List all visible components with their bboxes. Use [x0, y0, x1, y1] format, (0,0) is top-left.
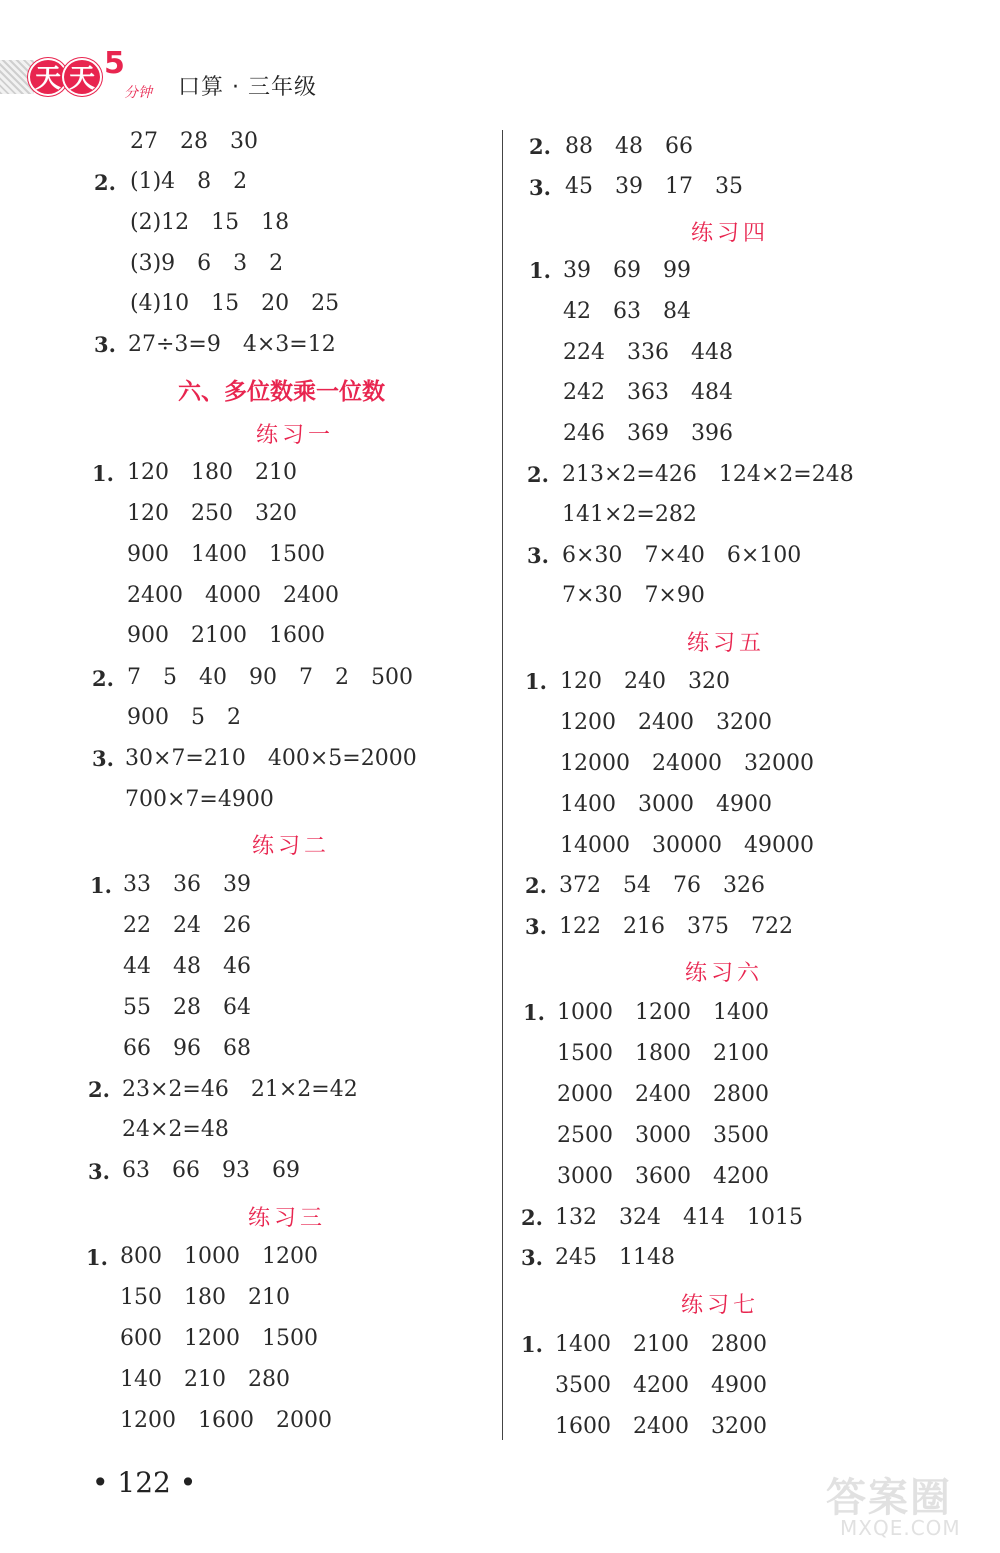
question-number: 1. — [521, 1332, 543, 1357]
answer-value: 7 — [127, 665, 141, 690]
answer-value: 24 — [173, 913, 201, 938]
answer-row — [127, 622, 347, 650]
answer-row — [123, 912, 273, 940]
answer-row — [562, 582, 727, 610]
answer-value: (4)10 — [130, 291, 190, 316]
question-number: 2. — [527, 462, 549, 487]
answer-row — [557, 1040, 791, 1068]
answer-value: 24×2=48 — [122, 1117, 229, 1142]
answer-value: 14000 — [560, 833, 630, 858]
answer-value: 66 — [172, 1158, 200, 1183]
answer-value: 1200 — [184, 1326, 240, 1351]
answer-row — [130, 209, 311, 237]
answer-value: 20 — [261, 291, 290, 316]
answer-row — [120, 1407, 354, 1435]
answer-value: 6×30 — [562, 543, 623, 568]
answer-value: 1600 — [269, 623, 325, 648]
answer-value: 45 — [565, 174, 593, 199]
exercise-heading: 练习三 — [248, 1206, 327, 1231]
answer-value: 23×2=46 — [122, 1077, 229, 1102]
answer-value: 210 — [255, 460, 297, 485]
answer-value: 1200 — [262, 1244, 318, 1269]
answer-row — [125, 745, 439, 773]
answer-value: 320 — [688, 669, 730, 694]
question-number: 3. — [521, 1245, 543, 1270]
answer-row — [565, 173, 765, 201]
answer-row — [557, 1163, 791, 1191]
answer-value: 32000 — [744, 751, 814, 776]
question-number: 1. — [529, 258, 551, 283]
answer-value: 3000 — [635, 1123, 691, 1148]
answer-value: 3600 — [635, 1164, 691, 1189]
answer-value: 1500 — [269, 542, 325, 567]
exercise-heading: 练习七 — [681, 1293, 760, 1318]
answer-value: 84 — [663, 299, 691, 324]
answer-value: 326 — [723, 873, 765, 898]
answer-value: 15 — [211, 210, 240, 235]
answer-value: 224 — [563, 340, 605, 365]
question-number: 1. — [86, 1245, 108, 1270]
answer-row — [559, 872, 787, 900]
answer-value: 400×5=2000 — [267, 746, 417, 771]
exercise-heading: 练习二 — [252, 834, 331, 859]
question-number: 2. — [529, 134, 551, 159]
answer-value: 63 — [613, 299, 641, 324]
answer-row — [122, 1076, 380, 1104]
answer-row — [122, 1157, 322, 1185]
question-number: 2. — [92, 666, 114, 691]
answer-value: 4900 — [716, 792, 772, 817]
answer-row — [555, 1204, 825, 1232]
answer-row — [560, 668, 752, 696]
answer-row — [127, 500, 319, 528]
answer-value: 120 — [127, 460, 169, 485]
answer-row — [557, 999, 791, 1027]
answer-value: 180 — [191, 460, 233, 485]
answer-value: 2 — [233, 169, 248, 194]
answer-value: 242 — [563, 380, 605, 405]
answer-value: 30×7=210 — [125, 746, 246, 771]
answer-value: 25 — [311, 291, 340, 316]
answer-value: 900 — [127, 705, 169, 730]
answer-value: 7×40 — [644, 543, 705, 568]
answer-value: 324 — [619, 1205, 661, 1230]
answer-row — [555, 1372, 789, 1400]
answer-value: 2400 — [633, 1414, 689, 1439]
column-divider — [502, 130, 503, 1440]
answer-value: 35 — [715, 174, 743, 199]
question-number: 1. — [525, 669, 547, 694]
answer-value: 500 — [371, 665, 413, 690]
answer-value: 1000 — [184, 1244, 240, 1269]
answer-value: 2400 — [283, 583, 339, 608]
answer-value: 1400 — [560, 792, 616, 817]
answer-row — [127, 704, 263, 732]
answer-value: 3000 — [557, 1164, 613, 1189]
answer-value: 3500 — [713, 1123, 769, 1148]
answer-value: 1600 — [198, 1408, 254, 1433]
question-number: 3. — [88, 1159, 110, 1184]
answer-value: 69 — [613, 258, 641, 283]
answer-value: 7×90 — [644, 583, 705, 608]
answer-row — [557, 1122, 791, 1150]
answer-value: 22 — [123, 913, 151, 938]
page-number: • 122 • — [92, 1466, 197, 1499]
answer-value: 66 — [123, 1036, 151, 1061]
answer-values — [130, 128, 280, 156]
question-number: 3. — [529, 175, 551, 200]
answer-value: 4×3=12 — [242, 332, 336, 357]
answer-value: 4200 — [633, 1373, 689, 1398]
answer-row — [123, 953, 273, 981]
answer-value: 36 — [173, 872, 201, 897]
answer-value: 3 — [233, 251, 248, 276]
answer-value: 54 — [623, 873, 651, 898]
answer-value: 7×30 — [562, 583, 623, 608]
answer-value: 3200 — [711, 1414, 767, 1439]
answer-value: 1400 — [191, 542, 247, 567]
answer-value: 3200 — [716, 710, 772, 735]
answer-row — [560, 832, 836, 860]
watermark-main-text: 答案圈 — [826, 1475, 952, 1521]
answer-row — [563, 339, 755, 367]
book-title: 口算 · 三年级 — [178, 75, 317, 100]
answer-value: 1000 — [557, 1000, 613, 1025]
answer-value: 88 — [565, 134, 593, 159]
answer-row — [560, 791, 794, 819]
answer-value: (1)4 — [130, 169, 176, 194]
answer-value: 48 — [615, 134, 643, 159]
answer-value: 375 — [687, 914, 729, 939]
exercise-heading: 练习一 — [256, 423, 335, 448]
answer-row — [555, 1244, 697, 1272]
answer-value: 24000 — [652, 751, 722, 776]
page-header — [0, 46, 420, 108]
answer-value: 39 — [563, 258, 591, 283]
answer-value: 141×2=282 — [562, 502, 697, 527]
question-number: 3. — [525, 914, 547, 939]
answer-value: 2100 — [713, 1041, 769, 1066]
answer-value: 2400 — [638, 710, 694, 735]
answer-value: 26 — [223, 913, 251, 938]
answer-value: 66 — [665, 134, 693, 159]
answer-value: 210 — [184, 1367, 226, 1392]
answer-value: 40 — [199, 665, 227, 690]
answer-value: 30 — [230, 129, 258, 154]
section-title: 六、多位数乘一位数 — [178, 379, 385, 405]
answer-value: 1200 — [120, 1408, 176, 1433]
answer-value: 1400 — [555, 1332, 611, 1357]
answer-value: 122 — [559, 914, 601, 939]
answer-row — [130, 290, 361, 318]
answer-value: 4200 — [713, 1164, 769, 1189]
answer-value: 1800 — [635, 1041, 691, 1066]
answer-value: 49000 — [744, 833, 814, 858]
answer-value: 700×7=4900 — [125, 787, 274, 812]
answer-value: 76 — [673, 873, 701, 898]
brand-small-text: 分钟 — [124, 85, 152, 101]
question-number: 1. — [92, 461, 114, 486]
answer-value: 15 — [211, 291, 240, 316]
answer-value: 2400 — [127, 583, 183, 608]
answer-value: 42 — [563, 299, 591, 324]
answer-value: 69 — [272, 1158, 300, 1183]
answer-value: 18 — [261, 210, 290, 235]
answer-value: 2 — [269, 251, 284, 276]
answer-row — [127, 664, 435, 692]
answer-value: 246 — [563, 421, 605, 446]
answer-row — [130, 250, 305, 278]
answer-row — [563, 420, 755, 448]
answer-value: 448 — [691, 340, 733, 365]
answer-row — [555, 1413, 789, 1441]
answer-value: 180 — [184, 1285, 226, 1310]
answer-value: 64 — [223, 995, 251, 1020]
answer-value: 21×2=42 — [250, 1077, 358, 1102]
answer-value: 1200 — [635, 1000, 691, 1025]
answer-row — [120, 1325, 340, 1353]
answer-value: 17 — [665, 174, 693, 199]
answer-row — [557, 1081, 791, 1109]
answer-value: 132 — [555, 1205, 597, 1230]
exercise-heading: 练习六 — [685, 961, 764, 986]
answer-row — [123, 994, 273, 1022]
answer-value: 30000 — [652, 833, 722, 858]
answer-value: 245 — [555, 1245, 597, 1270]
exercise-heading: 练习四 — [691, 221, 770, 246]
question-number: 2. — [521, 1205, 543, 1230]
question-number: 2. — [94, 170, 116, 195]
answer-value: 3500 — [555, 1373, 611, 1398]
answer-value: 63 — [122, 1158, 150, 1183]
answer-value: 369 — [627, 421, 669, 446]
answer-value: 93 — [222, 1158, 250, 1183]
question-number: 1. — [523, 1000, 545, 1025]
answer-value: 213×2=426 — [562, 462, 697, 487]
answer-value: 48 — [173, 954, 201, 979]
answer-value: 44 — [123, 954, 151, 979]
answer-row — [562, 542, 823, 570]
answer-value: 150 — [120, 1285, 162, 1310]
answer-row — [120, 1366, 312, 1394]
answer-value: 1015 — [747, 1205, 803, 1230]
answer-value: 336 — [627, 340, 669, 365]
answer-value: 1500 — [262, 1326, 318, 1351]
answer-row — [127, 541, 347, 569]
watermark-url-text: MXQE.COM — [840, 1516, 961, 1540]
answer-value: 27 — [130, 129, 158, 154]
answer-value: 120 — [127, 501, 169, 526]
answer-value: 2500 — [557, 1123, 613, 1148]
answer-value: 68 — [223, 1036, 251, 1061]
answer-value: 5 — [191, 705, 205, 730]
answer-row — [565, 133, 715, 161]
answer-value: 2100 — [191, 623, 247, 648]
answer-row — [127, 582, 361, 610]
answer-value: 39 — [615, 174, 643, 199]
answer-value: 414 — [683, 1205, 725, 1230]
answer-value: 1200 — [560, 710, 616, 735]
answer-row — [563, 379, 755, 407]
answer-row — [562, 501, 719, 529]
answer-value: 2800 — [711, 1332, 767, 1357]
answer-value: 39 — [223, 872, 251, 897]
answer-value: 55 — [123, 995, 151, 1020]
answer-value: 800 — [120, 1244, 162, 1269]
answer-value: 2400 — [635, 1082, 691, 1107]
answer-value: 3000 — [638, 792, 694, 817]
answer-value: 46 — [223, 954, 251, 979]
answer-row — [123, 1035, 273, 1063]
question-number: 2. — [88, 1077, 110, 1102]
brand-bubble-1: 天 — [28, 58, 68, 96]
answer-value: 250 — [191, 501, 233, 526]
answer-value: 12000 — [560, 751, 630, 776]
answer-value: 5 — [163, 665, 177, 690]
answer-value: 8 — [197, 169, 212, 194]
answer-value: 33 — [123, 872, 151, 897]
answer-value: 124×2=248 — [718, 462, 854, 487]
answer-row — [120, 1243, 340, 1271]
answer-value: 6×100 — [726, 543, 802, 568]
brand-number: 5 — [104, 46, 125, 81]
question-number: 3. — [94, 332, 116, 357]
answer-value: 396 — [691, 421, 733, 446]
answer-row — [130, 168, 269, 196]
answer-value: 2000 — [557, 1082, 613, 1107]
brand-bubble-2: 天 — [62, 58, 102, 96]
answer-row — [120, 1284, 312, 1312]
answer-value: 2100 — [633, 1332, 689, 1357]
answer-row — [125, 786, 296, 814]
answer-value: 27÷3=9 — [128, 332, 221, 357]
question-number: 2. — [525, 873, 547, 898]
answer-value: 900 — [127, 542, 169, 567]
answer-value: 600 — [120, 1326, 162, 1351]
exercise-heading: 练习五 — [687, 631, 766, 656]
answer-value: 1500 — [557, 1041, 613, 1066]
answer-row — [555, 1331, 789, 1359]
answer-value: 900 — [127, 623, 169, 648]
question-number: 3. — [92, 746, 114, 771]
answer-value: 90 — [249, 665, 277, 690]
answer-row — [562, 461, 876, 489]
answer-row — [123, 871, 273, 899]
answer-value: 140 — [120, 1367, 162, 1392]
answer-value: 240 — [624, 669, 666, 694]
answer-value: 99 — [663, 258, 691, 283]
answer-row — [560, 750, 836, 778]
answer-value: 320 — [255, 501, 297, 526]
answer-row — [128, 331, 358, 359]
answer-value: 6 — [197, 251, 212, 276]
answer-value: 2800 — [713, 1082, 769, 1107]
answer-value: 2000 — [276, 1408, 332, 1433]
answer-value: (3)9 — [130, 251, 176, 276]
answer-value: 28 — [173, 995, 201, 1020]
answer-value: 372 — [559, 873, 601, 898]
answer-value: 1148 — [619, 1245, 675, 1270]
question-number: 1. — [90, 873, 112, 898]
answer-value: 96 — [173, 1036, 201, 1061]
answer-value: 363 — [627, 380, 669, 405]
answer-row — [559, 913, 815, 941]
answer-value: 120 — [560, 669, 602, 694]
answer-value: 28 — [180, 129, 208, 154]
answer-value: 210 — [248, 1285, 290, 1310]
answer-row — [560, 709, 794, 737]
answer-value: 7 — [299, 665, 313, 690]
answer-value: 1600 — [555, 1414, 611, 1439]
answer-row — [563, 298, 713, 326]
answer-row — [563, 257, 713, 285]
answer-value: 1400 — [713, 1000, 769, 1025]
answer-value: 216 — [623, 914, 665, 939]
answer-value: 4900 — [711, 1373, 767, 1398]
question-number: 3. — [527, 543, 549, 568]
answer-value: 484 — [691, 380, 733, 405]
answer-row — [122, 1116, 251, 1144]
answer-row — [127, 459, 319, 487]
answer-value: 2 — [227, 705, 241, 730]
answer-value: 280 — [248, 1367, 290, 1392]
answer-value: 2 — [335, 665, 349, 690]
answer-value: 722 — [751, 914, 793, 939]
answer-value: 4000 — [205, 583, 261, 608]
watermark-logo — [822, 1462, 992, 1548]
answer-value: (2)12 — [130, 210, 190, 235]
